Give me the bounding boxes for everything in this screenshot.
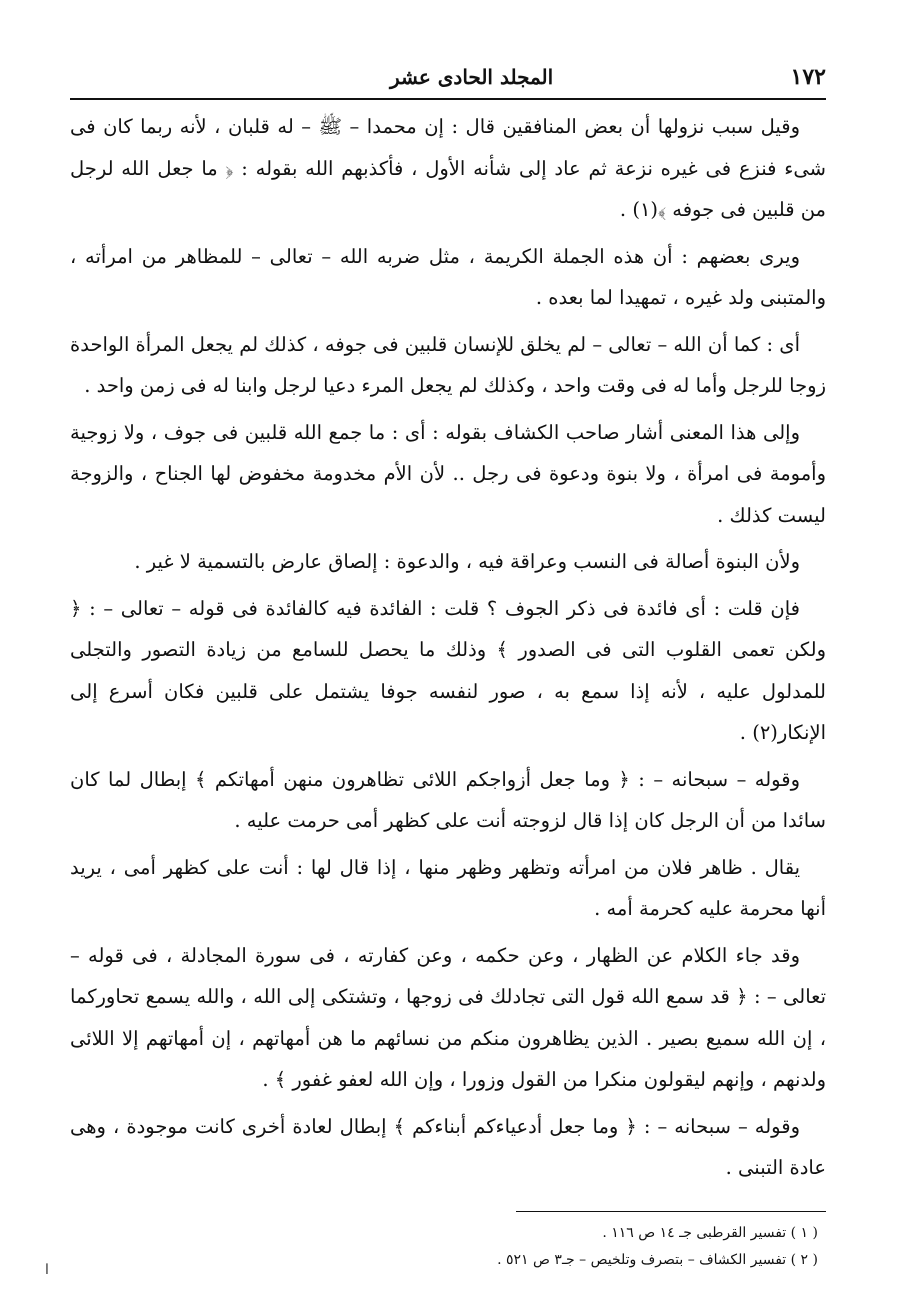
paragraph: يقال . ظاهر فلان من امرأته وتظهر وظهر منها ، إذا قال لها : أنت على كظهر أمى ، يريد أنها محرمة عليه كحرمة أمه . xyxy=(70,855,826,920)
paragraph: أى : كما أن الله – تعالى – لم يخلق للإنسان قلبين فى جوفه ، كذلك لم يجعل المرأة الواحدة زوجا للرجل وأما له فى وقت واحد ، وكذلك لم يجعل المرء دعيا لرجل وابنا له فى زمن واحد . xyxy=(70,332,826,397)
running-title: المجلد الحادى عشر xyxy=(390,65,554,89)
body-text xyxy=(70,106,826,1189)
paragraph: فإن قلت : أى فائدة فى ذكر الجوف ؟ قلت : الفائدة فيه كالفائدة فى قوله – تعالى – : ﴿ ولكن تعمى القلوب التى فى الصدور ﴾ وذلك ما يحصل للسامع من زيادة التصور والتجلى للمدلول عليه ، لأنه إذا سمع به ، صور لنفسه جوفا يشتمل على قلبين فكان أسرع إلى الإنكار(٢) . xyxy=(70,596,826,744)
paragraph: ولأن البنوة أصالة فى النسب وعراقة فيه ، والدعوة : إلصاق عارض بالتسمية لا غير . xyxy=(134,550,800,573)
paragraph: وقد جاء الكلام عن الظهار ، وعن حكمه ، وعن كفارته ، فى سورة المجادلة ، فى قوله – تعالى – : ﴿ قد سمع الله قول التى تجادلك فى زوجها ، وتشتكى إلى الله ، والله يسمع تحاوركما ، إن الله سميع بصير . الذين يظاهرون منكم من نسائهم ما هن أمهاتهم ، إن أمهاتهم إلا اللائى ولدنهم ، وإنهم ليقولون منكرا من القول وزورا ، وإن الله لعفو غفور ﴾ . xyxy=(70,943,826,1091)
stray-mark: ا xyxy=(45,1262,49,1278)
paragraph: ويرى بعضهم : أن هذه الجملة الكريمة ، مثل ضربه الله – تعالى – للمظاهر من امرأته ، والمتبنى ولد غيره ، تمهيدا لما بعده . xyxy=(70,244,826,309)
footnotes xyxy=(70,1220,826,1274)
book-page xyxy=(70,64,826,1274)
paragraph: وإلى هذا المعنى أشار صاحب الكشاف بقوله : أى : ما جمع الله قلبين فى جوف ، ولا زوجية وأمومة فى امرأة ، ولا بنوة ودعوة فى رجل .. لأن الأم مخدومة مخفوض لها الجناح ، والزوجة ليست كذلك . xyxy=(70,420,826,527)
footnote-divider xyxy=(516,1211,826,1212)
page-number: ١٧٢ xyxy=(790,64,826,90)
paragraph: وقوله – سبحانه – : ﴿ وما جعل أزواجكم اللائى تظاهرون منهن أمهاتكم ﴾ إبطال لما كان سائدا من أن الرجل كان إذا قال لزوجته أنت على كظهر أمى حرمت عليه . xyxy=(70,767,826,832)
footnote: ( ١ ) تفسير القرطبى جـ ١٤ ص ١١٦ . xyxy=(602,1224,818,1241)
footnote: ( ٢ ) تفسير الكشاف – بتصرف وتلخيص – جـ٣ ص ٥٢١ . xyxy=(497,1251,818,1268)
paragraph: وقيل سبب نزولها أن بعض المنافقين قال : إن محمدا – ﷺ – له قلبان ، لأنه ربما كان فى شىء فنزع فى غيره نزعة ثم عاد إلى شأنه الأول ، فأكذبهم الله بقوله : ﴿ ما جعل الله لرجل من قلبين فى جوفه ﴾(١) . xyxy=(70,115,826,221)
page-header xyxy=(70,64,826,100)
paragraph: وقوله – سبحانه – : ﴿ وما جعل أدعياءكم أبناءكم ﴾ إبطال لعادة أخرى كانت موجودة ، وهى عادة التبنى . xyxy=(70,1114,826,1179)
